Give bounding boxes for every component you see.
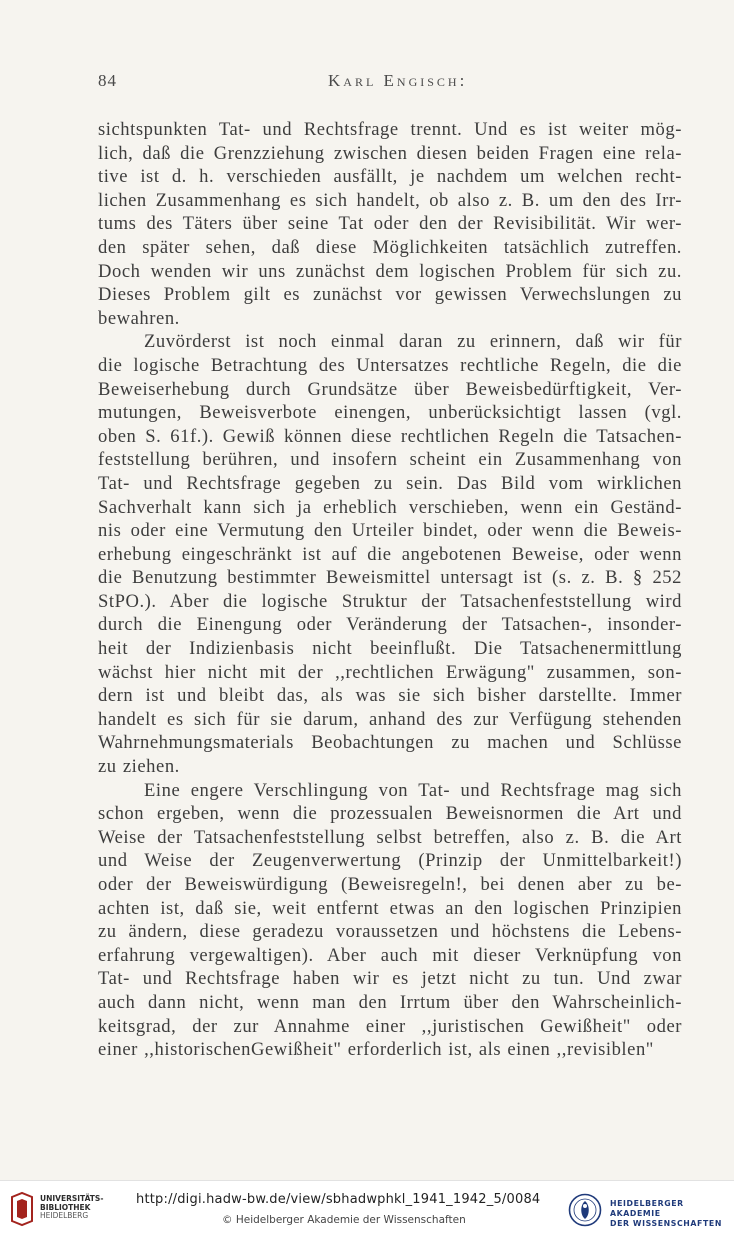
text-line: zu ändern, diese geradezu voraussetzen und höchstens die Lebens-	[98, 921, 682, 943]
text-line: Dieses Problem gilt es zunächst vor gewissen Verwechslungen zu	[98, 284, 682, 306]
text-line: die logische Betrachtung des Untersatzes rechtliche Regeln, die die	[98, 354, 682, 376]
uni-name-line-3: HEIDELBERG	[40, 1211, 89, 1220]
text-line: die Benutzung bestimmter Beweismittel untersagt ist (s. z. B. § 252	[98, 567, 682, 589]
academy-seal-icon	[568, 1193, 602, 1227]
text-line: Zuvörderst ist noch einmal daran zu erinnern, daß wir für	[144, 331, 682, 353]
text-line: tive ist d. h. verschieden ausfällt, je nachdem um welchen recht-	[98, 166, 682, 188]
page-number: 84	[98, 71, 117, 90]
academy-name-line-1: HEIDELBERGER AKADEMIE	[610, 1199, 684, 1218]
text-line: handelt es sich für sie darum, anhand des zur Verfügung stehenden	[98, 708, 682, 730]
text-line: mutungen, Beweisverbote einengen, unberücksichtigt lassen (vgl.	[98, 402, 682, 424]
uni-name-line-2: BIBLIOTHEK	[40, 1202, 91, 1212]
text-line: schon ergeben, wenn die prozessualen Beweisnormen die Art und	[98, 803, 682, 825]
text-line: Tat- und Rechtsfrage haben wir es jetzt nicht zu tun. Und zwar	[98, 968, 682, 990]
text-line: dern ist und bleibt das, als was sie sich bisher darstellte. Immer	[98, 685, 682, 707]
text-line: oben S. 61f.). Gewiß können diese rechtlichen Regeln die Tatsachen-	[98, 425, 682, 447]
text-line: Beweiserhebung durch Grundsätze über Beweisbedürftigkeit, Ver-	[98, 378, 682, 400]
text-line: feststellung berühren, und insofern scheint ein Zusammenhang von	[98, 449, 682, 471]
text-line: den später sehen, daß diese Möglichkeiten tatsächlich zutreffen.	[98, 236, 682, 258]
text-line: lich, daß die Grenzziehung zwischen diesen beiden Fragen eine rela-	[98, 142, 682, 164]
text-line: heit der Indizienbasis nicht beeinflußt. Die Tatsachenermittlung	[98, 638, 682, 660]
text-line: einer ,,historischenGewißheit" erforderlich ist, als einen ,,revisiblen"	[98, 1039, 654, 1061]
text-line: bewahren.	[98, 307, 180, 329]
text-line: auch dann nicht, wenn man den Irrtum über den Wahrscheinlich-	[98, 991, 682, 1013]
page-header	[98, 71, 679, 95]
text-line: nis oder eine Vermutung den Urteiler bindet, oder wenn die Beweis-	[98, 520, 682, 542]
copyright-notice: © Heidelberger Akademie der Wissenschaften	[222, 1214, 466, 1226]
text-line: erhebung eingeschränkt ist auf die angebotenen Beweise, oder wenn	[98, 543, 682, 565]
text-line: keitsgrad, der zur Annahme einer ,,juristischen Gewißheit" oder	[98, 1015, 682, 1037]
text-line: StPO.). Aber die logische Struktur der Tatsachenfeststellung wird	[98, 590, 682, 612]
body-text	[98, 118, 682, 1062]
text-line: durch die Einengung oder Veränderung der Tatsachen-, insonder-	[98, 614, 682, 636]
text-line: achten ist, daß sie, weit entfernt etwas an den logischen Prinzipien	[98, 897, 682, 919]
academy-name-line-2: DER WISSENSCHAFTEN	[610, 1219, 722, 1228]
text-line: und Weise der Zeugenverwertung (Prinzip der Unmittelbarkeit!)	[98, 850, 682, 872]
text-line: erfahrung vergewaltigen). Aber auch mit dieser Verknüpfung von	[98, 944, 682, 966]
text-line: Wahrnehmungsmaterials Beobachtungen zu machen und Schlüsse	[98, 732, 682, 754]
text-line: zu ziehen.	[98, 756, 180, 778]
text-line: Doch wenden wir uns zunächst dem logischen Problem für sich zu.	[98, 260, 682, 282]
permalink-url[interactable]: http://digi.hadw-bw.de/view/sbhadwphkl_1941_1942_5/0084	[136, 1192, 541, 1207]
text-line: tums des Täters über seine Tat oder den der Revisibilität. Wir wer-	[98, 213, 682, 235]
text-line: Sachverhalt kann sich ja erheblich verschieben, wenn ein Geständ-	[98, 496, 682, 518]
university-library-logo-icon	[8, 1191, 36, 1227]
text-line: sichtspunkten Tat- und Rechtsfrage trennt. Und es ist weiter mög-	[98, 119, 682, 140]
text-line: Weise der Tatsachenfeststellung selbst betreffen, also z. B. die Art	[98, 826, 682, 848]
text-line: wächst hier nicht mit der ,,rechtlichen Erwägung" zusammen, son-	[98, 661, 682, 683]
university-library-name	[40, 1195, 110, 1221]
text-line: oder der Beweiswürdigung (Beweisregeln!, bei denen aber zu be-	[98, 874, 682, 895]
text-line: Eine engere Verschlingung von Tat- und Rechtsfrage mag sich	[144, 779, 682, 801]
running-head: Karl Engisch:	[328, 71, 468, 90]
footer-bar	[0, 1180, 734, 1237]
academy-name	[610, 1199, 730, 1229]
text-line: Tat- und Rechtsfrage gegeben zu sein. Das Bild vom wirklichen	[98, 472, 682, 494]
text-line: lichen Zusammenhang es sich handelt, ob also z. B. um den des Irr-	[98, 189, 682, 211]
uni-name-line-1: UNIVERSITÄTS-	[40, 1194, 104, 1203]
